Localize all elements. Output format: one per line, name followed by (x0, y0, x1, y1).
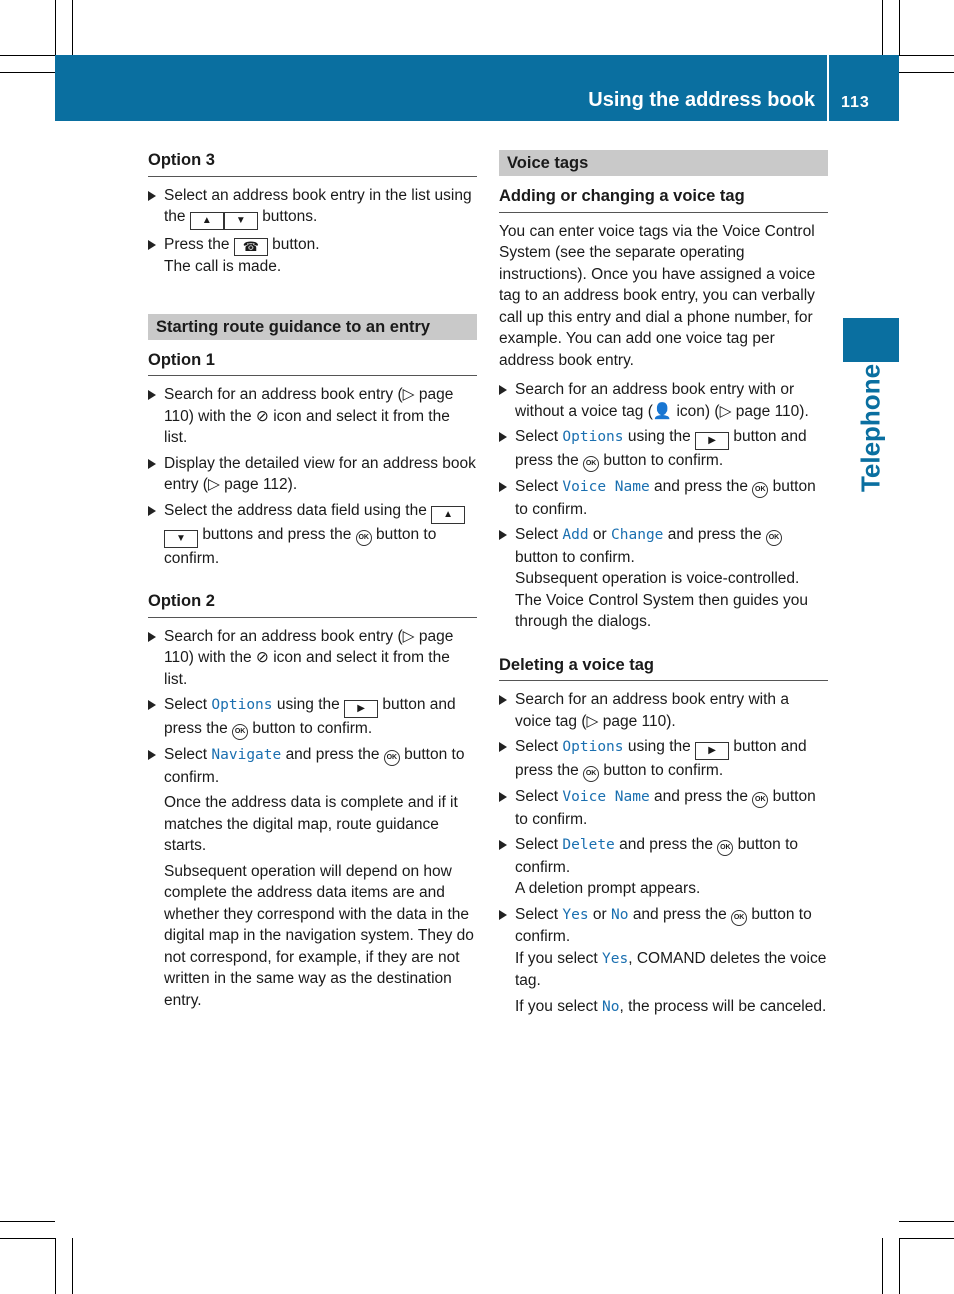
crop-mark (899, 1238, 954, 1239)
bullet-arrow-icon (499, 530, 507, 540)
crop-mark (899, 1238, 900, 1294)
bullet-arrow-icon (148, 506, 156, 516)
down-button-icon: ▼ (164, 530, 198, 548)
ok-button-icon: OK (752, 792, 768, 808)
page-ref-icon: ▷ (586, 712, 599, 730)
bullet-arrow-icon (499, 910, 507, 920)
menu-term: Options (562, 429, 624, 445)
right-button-icon: ▶ (695, 432, 729, 450)
crop-mark (882, 1238, 883, 1294)
list-item: Select Options using the ▶ button and press the OK button to confirm. (499, 736, 828, 782)
list-item: Search for an address book entry with or without a voice tag (👤 icon) (▷ page 110). (499, 379, 828, 422)
menu-term: Yes (562, 906, 589, 923)
ok-button-icon: OK (717, 840, 733, 856)
page-header (55, 55, 899, 121)
list-item: Display the detailed view for an address book entry (▷ page 112). (148, 453, 477, 496)
list-item: Select Options using the ▶ button and press the OK button to confirm. (499, 426, 828, 472)
list-item: Press the ☎ button. The call is made. (148, 234, 477, 278)
ok-button-icon: OK (766, 530, 782, 546)
crop-mark (0, 1238, 55, 1239)
page-ref-icon: ▷ (402, 627, 415, 645)
right-button-icon: ▶ (695, 742, 729, 760)
left-column (148, 150, 477, 1015)
bullet-arrow-icon (499, 742, 507, 752)
list-item: Select an address book entry in the list using the ▲ ▼ buttons. (148, 185, 477, 231)
menu-term: Voice Name (562, 479, 650, 495)
bullet-arrow-icon (499, 792, 507, 802)
note-text: If you select No, the process will be canceled. (515, 997, 827, 1015)
page-ref-icon: ▷ (719, 402, 732, 420)
ok-button-icon: OK (583, 456, 599, 472)
crop-mark (899, 72, 954, 73)
intro-text: You can enter voice tags via the Voice Control System (see the separate operating instructions). Once you have assigned a voice tag to an address book entry, you can verbally call up this entry and dial a phone number, for example. You can add one voice tag per address book entry. (499, 222, 816, 369)
list-item: Select the address data field using the ▲▼ buttons and press the OK button to confirm. (148, 500, 477, 570)
ok-button-icon: OK (356, 530, 372, 546)
bullet-arrow-icon (499, 695, 507, 705)
right-column (499, 150, 828, 1022)
note-text: Once the address data is complete and if it matches the digital map, route guidance starts. (164, 794, 458, 854)
down-button-icon: ▼ (224, 212, 258, 230)
list-item: Select Voice Name and press the OK button to confirm. (499, 786, 828, 830)
crop-mark (72, 1238, 73, 1294)
bullet-arrow-icon (499, 840, 507, 850)
crop-mark (899, 0, 900, 55)
menu-term: Yes (602, 950, 629, 967)
bullet-arrow-icon (148, 390, 156, 400)
crop-mark (55, 0, 56, 55)
list-item: Select Options using the ▶ button and press the OK button to confirm. (148, 694, 477, 740)
ok-button-icon: OK (583, 766, 599, 782)
list-item: Search for an address book entry (▷ page 110) with the ⊘ icon and select it from the list. (148, 384, 477, 449)
bullet-arrow-icon (499, 482, 507, 492)
list-item: Select Navigate and press the OK button to confirm. (148, 744, 477, 788)
header-title: Using the address book (588, 89, 815, 111)
adding-heading: Adding or changing a voice tag (499, 186, 828, 213)
list-item: Select Add or Change and press the OK button to confirm. Subsequent operation is voice-controlled. The Voice Control System then guides you through the dialogs. (499, 524, 828, 633)
crop-mark (72, 0, 73, 55)
deleting-heading: Deleting a voice tag (499, 655, 828, 682)
menu-term: Navigate (211, 747, 282, 763)
right-button-icon: ▶ (344, 700, 378, 718)
list-item: Select Delete and press the OK button to confirm. A deletion prompt appears. (499, 834, 828, 900)
ok-button-icon: OK (752, 482, 768, 498)
menu-term: Add (562, 527, 589, 543)
menu-term: Change (611, 527, 664, 543)
up-button-icon: ▲ (431, 506, 465, 524)
note-text: Subsequent operation will depend on how complete the address data items are and whether they correspond with the data in the digital map in the navigation system. They do not correspond, for example, if they are not written in the same way as the destination entry. (164, 862, 474, 1009)
crop-mark (0, 55, 55, 56)
bullet-arrow-icon (148, 632, 156, 642)
list-item: Select Voice Name and press the OK button to confirm. (499, 476, 828, 520)
page-ref-icon: ▷ (207, 476, 220, 493)
header-separator (827, 55, 829, 121)
menu-term: No (611, 906, 629, 923)
side-tab-block (843, 318, 899, 362)
ok-button-icon: OK (232, 724, 248, 740)
list-item: Search for an address book entry with a voice tag (▷ page 110). (499, 689, 828, 732)
route-section-title: Starting route guidance to an entry (148, 314, 477, 340)
phone-button-icon: ☎ (234, 238, 268, 256)
bullet-arrow-icon (499, 385, 507, 395)
bullet-arrow-icon (148, 191, 156, 201)
menu-term: Delete (562, 837, 615, 853)
menu-term: Options (562, 739, 624, 755)
crop-mark (55, 1238, 56, 1294)
bullet-arrow-icon (148, 750, 156, 760)
list-item: Select Yes or No and press the OK button to confirm. If you select Yes, COMAND deletes the voice tag. (499, 904, 828, 992)
compass-icon: ⊘ (255, 649, 269, 666)
crop-mark (899, 1221, 954, 1222)
up-button-icon: ▲ (190, 212, 224, 230)
compass-icon: ⊘ (255, 407, 269, 425)
menu-term: Options (211, 697, 273, 713)
bullet-arrow-icon (148, 240, 156, 250)
crop-mark (899, 55, 954, 56)
page-number: 113 (841, 94, 870, 111)
option3-heading: Option 3 (148, 150, 477, 177)
option2-heading: Option 2 (148, 591, 477, 618)
option1-heading: Option 1 (148, 350, 477, 377)
bullet-arrow-icon (499, 432, 507, 442)
menu-term: No (602, 998, 620, 1015)
ok-button-icon: OK (384, 750, 400, 766)
voice-tag-icon: 👤 (652, 402, 673, 420)
ok-button-icon: OK (731, 910, 747, 926)
crop-mark (882, 0, 883, 55)
bullet-arrow-icon (148, 700, 156, 710)
list-item: Search for an address book entry (▷ page 110) with the ⊘ icon and select it from the list. (148, 626, 477, 691)
bullet-arrow-icon (148, 459, 156, 469)
voice-tags-section-title: Voice tags (499, 150, 828, 176)
side-tab-label: Telephone (855, 363, 886, 493)
crop-mark (0, 72, 55, 73)
crop-mark (0, 1221, 55, 1222)
menu-term: Voice Name (562, 789, 650, 805)
page-ref-icon: ▷ (402, 386, 415, 403)
